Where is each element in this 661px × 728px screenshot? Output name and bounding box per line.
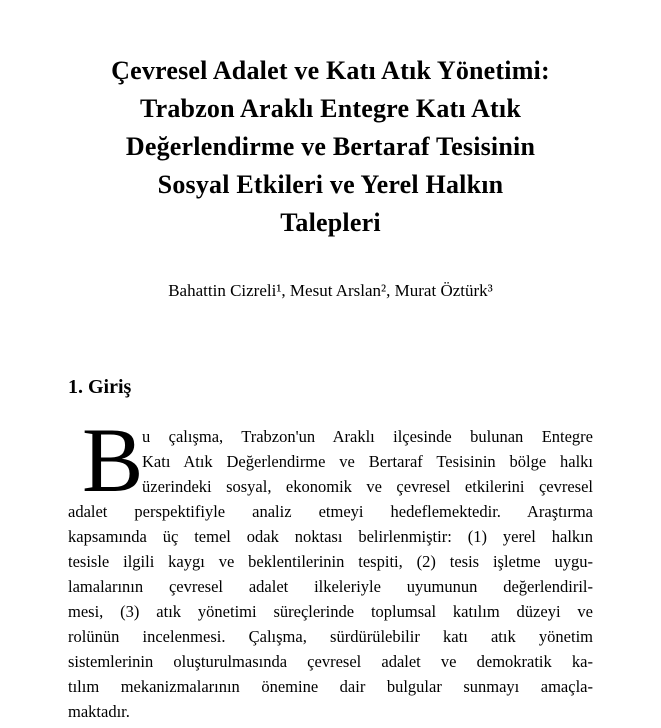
paragraph-line: rolünün incelenmesi. Çalışma, sürdürülebilir katı atık yönetim: [68, 627, 593, 646]
paragraph-line: adalet perspektifiyle analiz etmeyi hedeflemektedir. Araştırma: [68, 502, 593, 521]
paragraph-line: lamalarının çevresel adalet ilkeleriyle uyumunun değerlendiril-: [68, 577, 593, 596]
text-column: [68, 52, 593, 724]
paragraph-line: kapsamında üç temel odak noktası belirlenmiştir: (1) yerel halkın: [68, 527, 593, 546]
paper-title: [68, 52, 593, 242]
title-line: Değerlendirme ve Bertaraf Tesisinin: [125, 132, 536, 161]
title-line: Sosyal Etkileri ve Yerel Halkın: [157, 170, 504, 199]
authors-line: Bahattin Cizreli¹, Mesut Arslan², Murat Öztürk³: [168, 281, 493, 300]
paragraph-line: tesisle ilgili kaygı ve beklentilerinin tespiti, (2) tesis işletme uygu-: [68, 552, 593, 571]
paragraph-line: üzerindeki sosyal, ekonomik ve çevresel etkilerini çevresel: [142, 477, 593, 496]
paragraph-line: Katı Atık Değerlendirme ve Bertaraf Tesisinin bölge halkı: [142, 452, 593, 471]
paragraph-line: mesi, (3) atık yönetimi süreçlerinde toplumsal katılım düzeyi ve: [68, 602, 593, 621]
title-line: Trabzon Araklı Entegre Katı Atık: [139, 94, 521, 123]
paragraph-line: tılım mekanizmalarının önemine dair bulgular sunmayı amaçla-: [68, 677, 593, 696]
paragraph-line: u çalışma, Trabzon'un Araklı ilçesinde bulunan Entegre: [142, 427, 593, 446]
paragraph-line: maktadır.: [68, 702, 130, 721]
drop-cap: B: [82, 409, 144, 511]
intro-paragraph: [68, 409, 593, 724]
section-heading: 1. Giriş: [68, 376, 132, 398]
title-line: Talepleri: [280, 208, 381, 237]
title-line: Çevresel Adalet ve Katı Atık Yönetimi:: [111, 56, 550, 85]
paragraph-line: sistemlerinin oluşturulmasında çevresel adalet ve demokratik ka-: [68, 652, 593, 671]
